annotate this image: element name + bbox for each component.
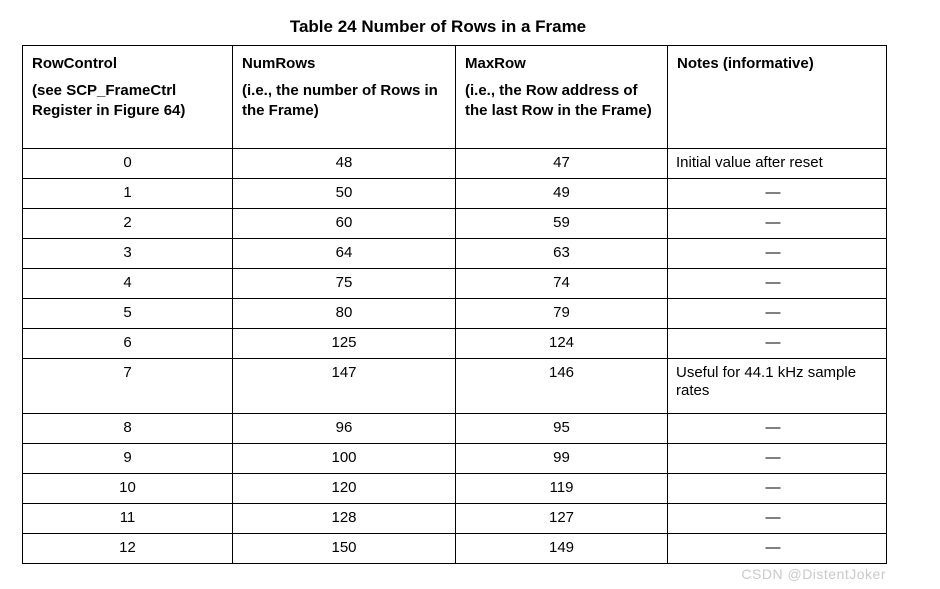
num-rows-cell: 50: [233, 179, 456, 209]
table-header: [23, 46, 887, 149]
row-control-cell: 9: [23, 444, 233, 474]
header-rowcontrol-name: RowControl: [32, 55, 117, 72]
num-rows-cell: 64: [233, 239, 456, 269]
csdn-watermark: CSDN @DistentJoker: [741, 566, 886, 582]
table-row: [23, 239, 887, 269]
table-row: [23, 149, 887, 179]
row-control-cell: 6: [23, 329, 233, 359]
num-rows-cell: 96: [233, 414, 456, 444]
row-control-cell: 7: [23, 359, 233, 414]
num-rows-cell: 100: [233, 444, 456, 474]
header-maxrow: [456, 46, 668, 149]
num-rows-cell: 150: [233, 534, 456, 564]
max-row-cell: 74: [456, 269, 668, 299]
notes-cell: Useful for 44.1 kHz sample rates: [668, 359, 887, 414]
notes-cell: —: [668, 179, 887, 209]
max-row-cell: 149: [456, 534, 668, 564]
notes-cell: —: [668, 299, 887, 329]
max-row-cell: 99: [456, 444, 668, 474]
num-rows-cell: 125: [233, 329, 456, 359]
header-numrows: [233, 46, 456, 149]
max-row-cell: 119: [456, 474, 668, 504]
table-row: [23, 534, 887, 564]
max-row-cell: 47: [456, 149, 668, 179]
num-rows-cell: 75: [233, 269, 456, 299]
max-row-cell: 127: [456, 504, 668, 534]
num-rows-cell: 80: [233, 299, 456, 329]
row-control-cell: 0: [23, 149, 233, 179]
table-row: [23, 414, 887, 444]
notes-cell: —: [668, 504, 887, 534]
table-body: [23, 149, 887, 564]
max-row-cell: 146: [456, 359, 668, 414]
notes-cell: —: [668, 269, 887, 299]
max-row-cell: 79: [456, 299, 668, 329]
num-rows-cell: 147: [233, 359, 456, 414]
header-notes: [668, 46, 887, 149]
num-rows-cell: 120: [233, 474, 456, 504]
row-control-cell: 1: [23, 179, 233, 209]
header-numrows-name: NumRows: [242, 55, 316, 72]
notes-cell: —: [668, 329, 887, 359]
row-control-cell: 12: [23, 534, 233, 564]
table-row: [23, 269, 887, 299]
header-maxrow-name: MaxRow: [465, 55, 526, 72]
notes-cell: —: [668, 444, 887, 474]
row-control-cell: 4: [23, 269, 233, 299]
header-numrows-subtitle: (i.e., the number of Rows in the Frame): [242, 82, 438, 119]
row-control-cell: 3: [23, 239, 233, 269]
num-rows-cell: 60: [233, 209, 456, 239]
max-row-cell: 59: [456, 209, 668, 239]
table-row: [23, 299, 887, 329]
header-rowcontrol-subtitle: (see SCP_FrameCtrl Register in Figure 64): [32, 82, 186, 119]
rows-in-frame-table: [22, 45, 887, 564]
table-row: [23, 359, 887, 414]
table-row: [23, 209, 887, 239]
row-control-cell: 10: [23, 474, 233, 504]
notes-cell: —: [668, 534, 887, 564]
header-notes-name: Notes (informative): [677, 55, 814, 72]
num-rows-cell: 128: [233, 504, 456, 534]
max-row-cell: 49: [456, 179, 668, 209]
notes-cell: —: [668, 209, 887, 239]
table-row: [23, 504, 887, 534]
max-row-cell: 63: [456, 239, 668, 269]
table-row: [23, 444, 887, 474]
table-row: [23, 329, 887, 359]
num-rows-cell: 48: [233, 149, 456, 179]
header-row: [23, 46, 887, 149]
notes-cell: —: [668, 474, 887, 504]
notes-cell: —: [668, 414, 887, 444]
row-control-cell: 8: [23, 414, 233, 444]
notes-cell: Initial value after reset: [668, 149, 887, 179]
notes-cell: —: [668, 239, 887, 269]
table-row: [23, 474, 887, 504]
row-control-cell: 11: [23, 504, 233, 534]
table-row: [23, 179, 887, 209]
max-row-cell: 124: [456, 329, 668, 359]
header-rowcontrol: [23, 46, 233, 149]
row-control-cell: 5: [23, 299, 233, 329]
table-title: Table 24 Number of Rows in a Frame: [289, 17, 587, 36]
max-row-cell: 95: [456, 414, 668, 444]
row-control-cell: 2: [23, 209, 233, 239]
header-maxrow-subtitle: (i.e., the Row address of the last Row in the Frame): [465, 82, 652, 119]
